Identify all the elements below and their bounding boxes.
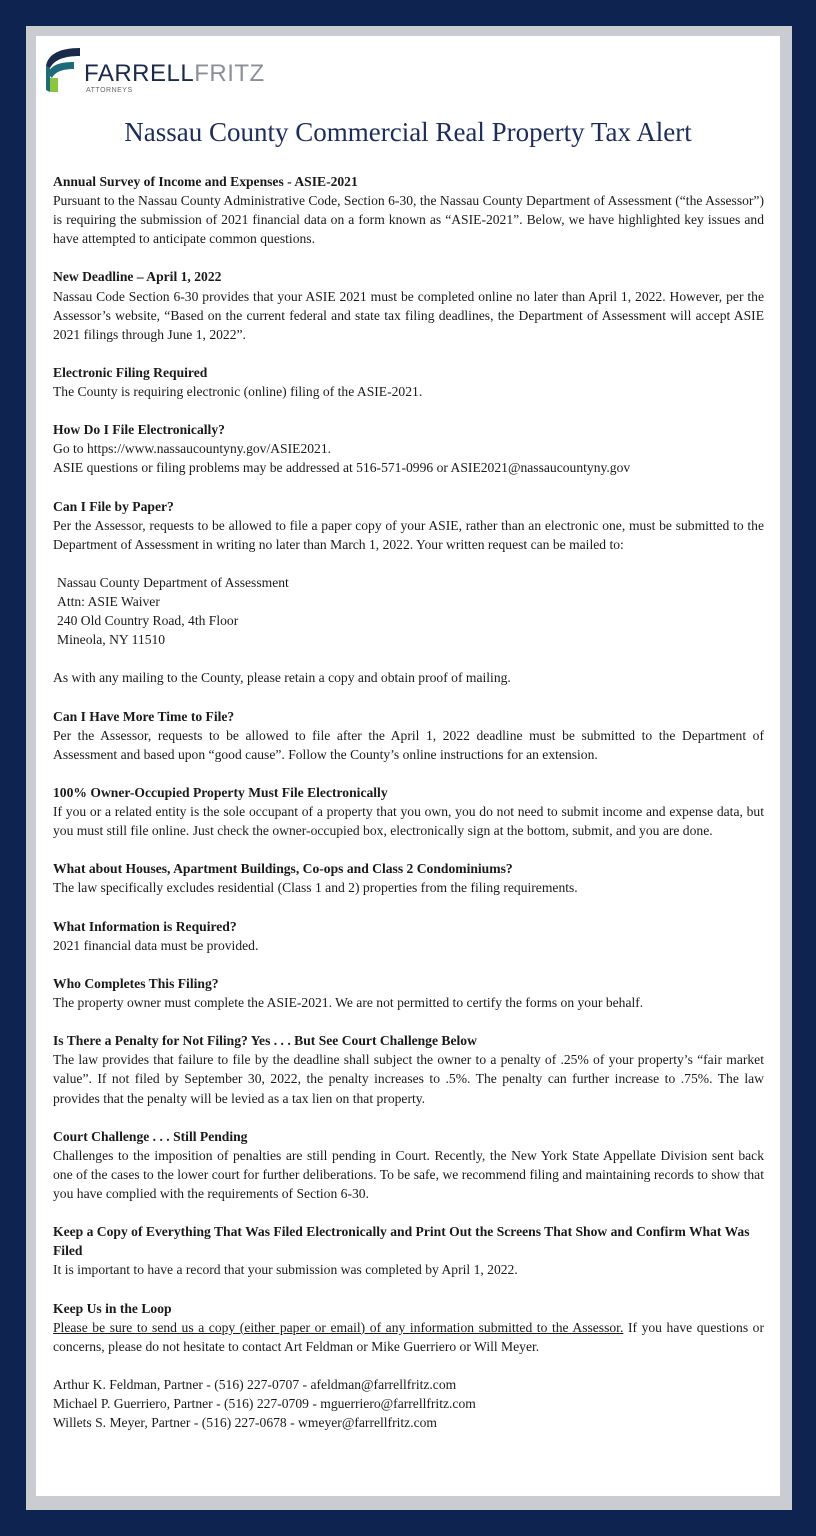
section-text: Challenges to the imposition of penalties are still pending in Court. Recently, the New York State Appellate Division sent back one of the cases to the lower court for further deliberations. To be safe, we recommend filing and maintaining records to show that you have complied with the requirements of Section 6-30. — [53, 1147, 764, 1201]
address-line: Mineola, NY 11510 — [57, 632, 166, 648]
logo-subtitle: ATTORNEYS — [86, 87, 133, 94]
section-keep-copy — [53, 1222, 764, 1279]
section-heading: Can I File by Paper? — [53, 498, 174, 514]
section-heading: New Deadline – April 1, 2022 — [53, 269, 222, 285]
section-how-to-file — [53, 420, 764, 477]
contact-line: Arthur K. Feldman, Partner - (516) 227-0707 - afeldman@farrellfritz.com — [53, 1376, 457, 1392]
section-heading: Keep a Copy of Everything That Was Filed Electronically and Print Out the Screens That Show and Confirm What Was Filed — [53, 1224, 750, 1259]
section-heading: Is There a Penalty for Not Filing? Yes . . . But See Court Challenge Below — [53, 1033, 477, 1049]
address-line: Nassau County Department of Assessment — [57, 574, 289, 590]
document-page — [36, 36, 780, 1496]
logo-word-farrell: FARRELL — [84, 60, 195, 87]
logo-word-fritz: FRITZ — [194, 60, 265, 87]
section-heading: Court Challenge . . . Still Pending — [53, 1128, 248, 1144]
page-title: Nassau County Commercial Real Property Tax Alert — [124, 117, 692, 147]
section-who-completes — [53, 974, 764, 1012]
section-text: Pursuant to the Nassau County Administrative Code, Section 6-30, the Nassau County Department of Assessment (“the Assessor”) is requiring the submission of 2021 financial data on a form known as “ASIE-2021”. Below, we have highlighted key issues and have attempted to anticipate common questions. — [53, 193, 764, 247]
section-text: The law specifically excludes residential (Class 1 and 2) properties from the filing requirements. — [53, 880, 578, 896]
section-owner-occupied — [53, 783, 764, 840]
contact-line: Michael P. Guerriero, Partner - (516) 227-0709 - mguerriero@farrellfritz.com — [53, 1396, 476, 1411]
section-text: If you or a related entity is the sole occupant of a property that you own, you do not need to submit income and expense data, but you must still file online. Just check the owner-occupied box, electronically sign at the bottom, submit, and you are done. — [53, 804, 764, 839]
section-text: Per the Assessor, requests to be allowed to file a paper copy of your ASIE, rather than an electronic one, must be submitted to the Department of Assessment in writing no later than March 1, 2022. Your written request can be mailed to: — [53, 517, 764, 552]
section-heading: 100% Owner-Occupied Property Must File Electronically — [53, 785, 388, 800]
section-court-challenge — [53, 1127, 764, 1203]
section-text: The law provides that failure to file by the deadline shall subject the owner to a penalty of .25% of your property’s “fair market value”. If not filed by September 30, 2022, the penalty increases to .5%. The penalty can further increase to .75%. The law provides that the penalty will be levied as a tax lien on that property. — [53, 1052, 764, 1106]
section-text: The County is requiring electronic (online) filing of the ASIE-2021. — [53, 384, 423, 400]
farrell-fritz-logo — [42, 44, 282, 96]
contact-line: Willets S. Meyer, Partner - (516) 227-0678 - wmeyer@farrellfritz.com — [53, 1415, 437, 1431]
alert-body — [53, 172, 764, 1451]
section-keep-in-loop — [53, 1299, 764, 1356]
section-heading: Annual Survey of Income and Expenses - ASIE-2021 — [53, 174, 358, 189]
section-text: It is important to have a record that your submission was completed by April 1, 2022. — [53, 1262, 518, 1278]
section-residential — [53, 859, 764, 897]
section-paper-filing — [53, 497, 764, 554]
contact-invite: If you have questions or concerns, please do not hesitate to contact Art Feldman or Mike Guerriero or Will Meyer. — [53, 1319, 765, 1354]
logo-mark-icon — [42, 44, 84, 94]
underlined-request: Please be sure to send us a copy (either paper or email) of any information submitted to the Assessor. — [53, 1319, 624, 1335]
mailing-note: As with any mailing to the County, please retain a copy and obtain proof of mailing. — [53, 670, 511, 686]
section-heading: Electronic Filing Required — [53, 364, 208, 380]
mailing-address — [53, 573, 764, 649]
section-asie — [53, 172, 764, 248]
section-heading: What about Houses, Apartment Buildings, Co-ops and Class 2 Condominiums? — [53, 861, 513, 877]
contact-list — [53, 1375, 764, 1432]
section-heading: Can I Have More Time to File? — [53, 708, 235, 724]
logo-wordmark — [84, 62, 265, 86]
section-heading: Keep Us in the Loop — [53, 1300, 172, 1316]
section-penalty — [53, 1031, 764, 1107]
section-text — [53, 1318, 764, 1356]
section-text: Per the Assessor, requests to be allowed to file after the April 1, 2022 deadline must be submitted to the Department of Assessment and based upon “good cause”. Follow the County’s online instructions for an extension. — [53, 727, 764, 762]
filing-url-line: Go to https://www.nassaucountyny.gov/ASIE2021. — [53, 441, 332, 457]
section-information-required — [53, 917, 764, 955]
section-heading: What Information is Required? — [53, 918, 237, 934]
address-line: Attn: ASIE Waiver — [57, 594, 160, 610]
section-heading: How Do I File Electronically? — [53, 422, 225, 438]
section-text: 2021 financial data must be provided. — [53, 937, 259, 953]
section-deadline — [53, 267, 764, 343]
filing-contact-line: ASIE questions or filing problems may be addressed at 516-571-0996 or ASIE2021@nassaucountyny.gov — [53, 460, 631, 476]
section-more-time — [53, 707, 764, 764]
section-heading: Who Completes This Filing? — [53, 975, 219, 991]
section-electronic-filing — [53, 363, 764, 401]
section-text: Nassau Code Section 6-30 provides that your ASIE 2021 must be completed online no later than April 1, 2022. However, per the Assessor’s website, “Based on the current federal and state tax filing deadlines, the Department of Assessment will accept ASIE 2021 filings through June 1, 2022”. — [53, 288, 764, 342]
section-text: The property owner must complete the ASIE-2021. We are not permitted to certify the forms on your behalf. — [53, 995, 644, 1011]
address-line: 240 Old Country Road, 4th Floor — [57, 613, 239, 629]
